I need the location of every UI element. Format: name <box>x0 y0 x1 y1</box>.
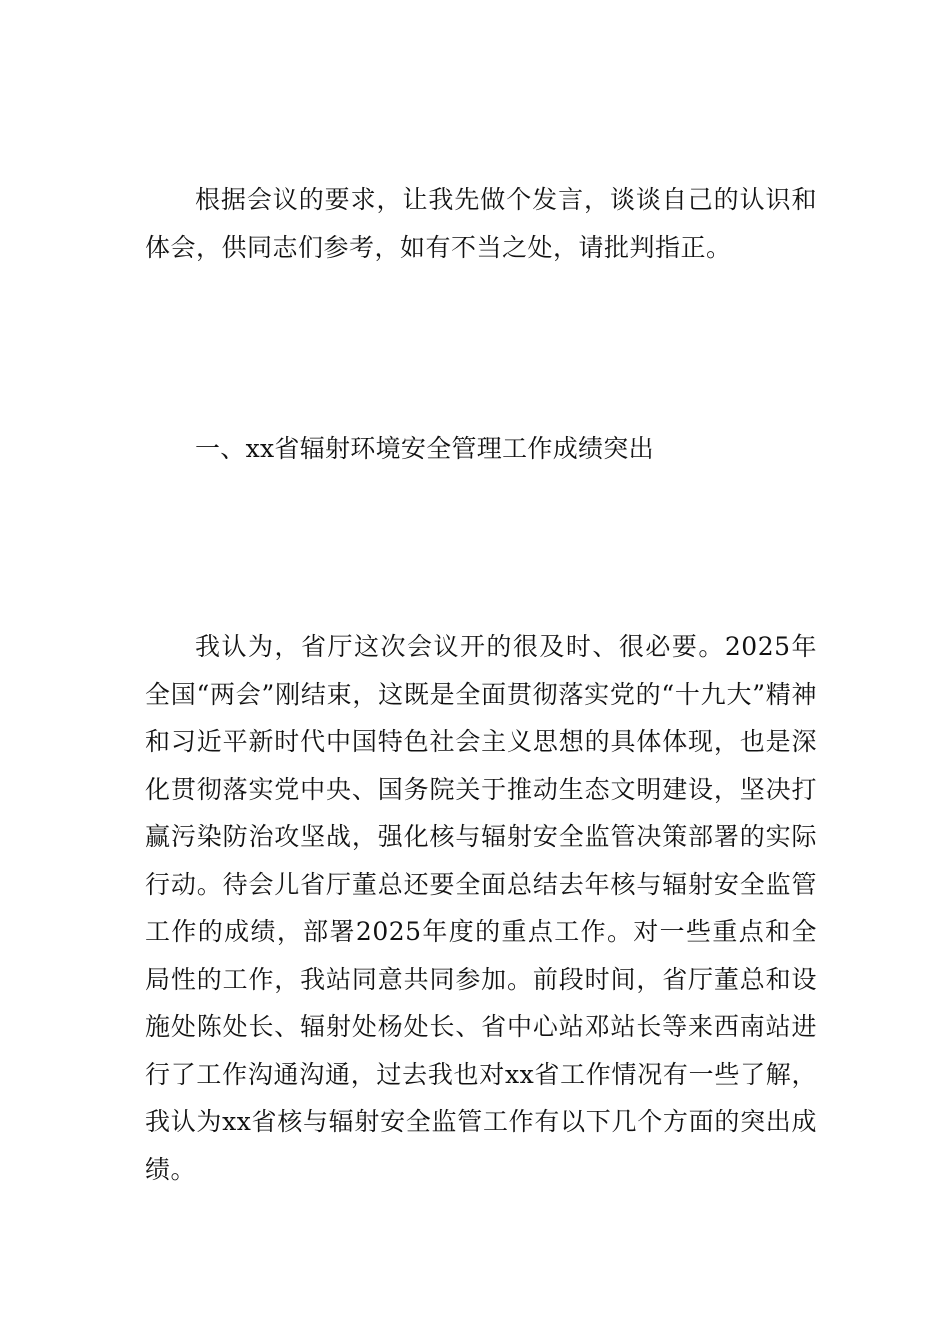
body-paragraph: 我认为，省厅这次会议开的很及时、很必要。2025年全国“两会”刚结束，这既是全面贯彻落实党的“十九大”精神和习近平新时代中国特色社会主义思想的具体体现，也是深化贯彻落实党中央、国务院关于推动生态文明建设，坚决打赢污染防治攻坚战，强化核与辐射安全监管决策部署的实际行动。待会儿省厅董总还要全面总结去年核与辐射安全监管工作的成绩，部署2025年度的重点工作。对一些重点和全局性的工作，我站同意共同参加。前段时间，省厅董总和设施处陈处长、辐射处杨处长、省中心站邓站长等来西南站进行了工作沟通沟通，过去我也对xx省工作情况有一些了解，我认为xx省核与辐射安全监管工作有以下几个方面的突出成绩。 <box>145 632 817 1184</box>
section-heading: 一、xx省辐射环境安全管理工作成绩突出 <box>195 434 654 463</box>
intro-paragraph: 根据会议的要求，让我先做个发言，谈谈自己的认识和体会，供同志们参考，如有不当之处，请批判指正。 <box>145 185 817 262</box>
